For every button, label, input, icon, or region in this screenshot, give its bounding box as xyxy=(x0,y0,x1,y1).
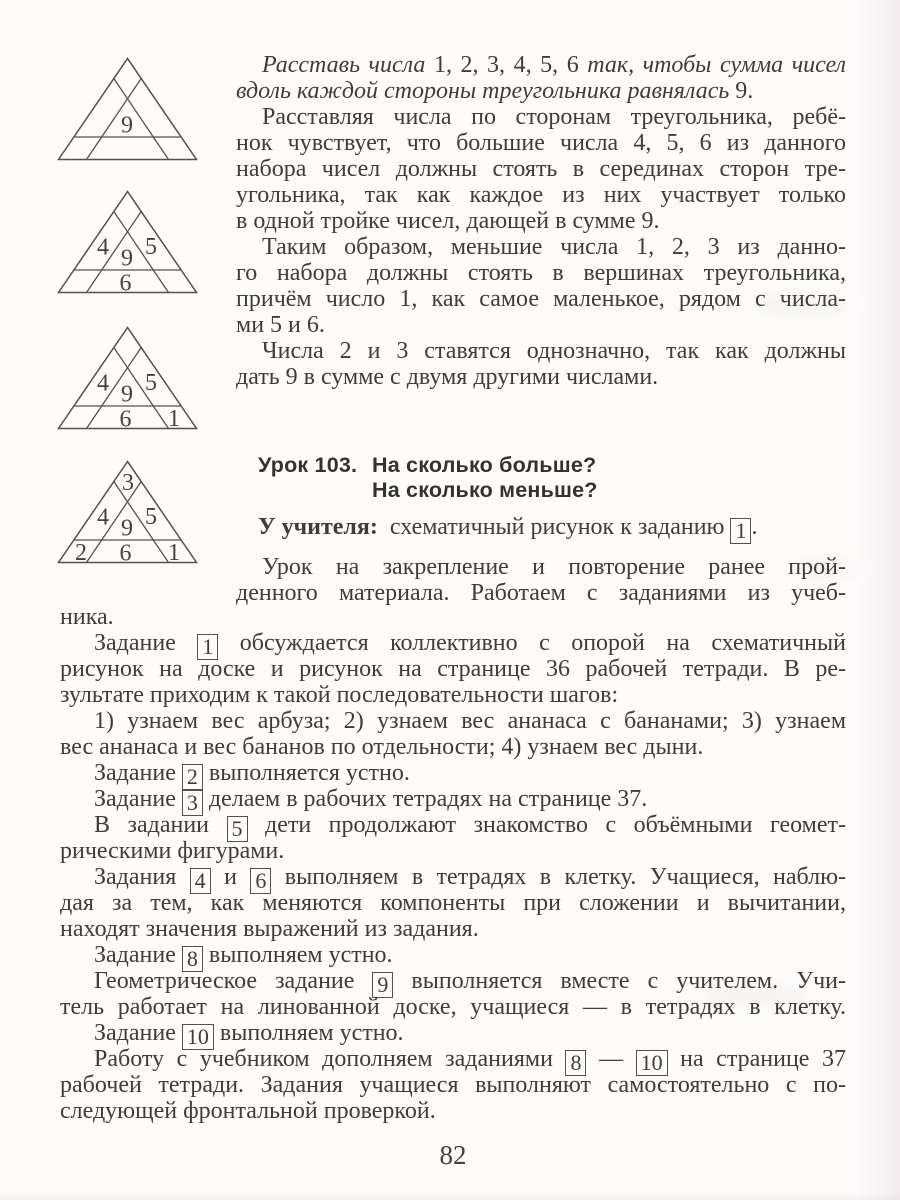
intro-paragraphs xyxy=(236,52,846,390)
text-segment: Задание xyxy=(94,760,182,786)
lesson-number: Урок 103. xyxy=(258,453,358,477)
text-line xyxy=(60,838,846,864)
text-segment: — xyxy=(586,1046,636,1072)
text-segment: выполняем в тетрадях в клетку. Учащиеся, наблю- xyxy=(271,864,847,890)
text-line xyxy=(236,260,846,286)
task-number-box: 1 xyxy=(197,634,218,660)
text-segment: набора чисел должны стоять в серединах сторон тре- xyxy=(236,156,846,182)
text-segment: на странице 37 xyxy=(667,1046,847,1072)
lesson-intro-paragraph xyxy=(236,554,846,606)
triangle-figure-2 xyxy=(57,190,198,297)
text-line xyxy=(236,234,846,260)
text-segment: го набора должны стоять в вершинах треугольника, xyxy=(236,260,846,286)
text-segment: схематичный рисунок к заданию xyxy=(377,514,731,540)
text-segment: дать 9 в сумме с двумя другими числами. xyxy=(236,364,659,390)
text-segment: 1) узнаем вес арбуза; 2) узнаем вес ананаса с бананами; 3) узнаем xyxy=(94,708,846,734)
scan-artifact xyxy=(755,295,850,315)
text-segment: Работу с учебником дополняем заданиями xyxy=(94,1046,566,1072)
triangle-number: 6 xyxy=(119,540,132,567)
text-line xyxy=(236,130,846,156)
text-line xyxy=(60,656,846,682)
task-number-box: 9 xyxy=(372,972,393,998)
text-segment: . xyxy=(751,514,758,540)
text-line xyxy=(60,942,846,971)
teacher-materials-line xyxy=(236,514,846,543)
text-line xyxy=(236,514,846,543)
triangle-figure-3 xyxy=(57,326,198,433)
text-line xyxy=(60,1020,846,1049)
text-segment: Задание xyxy=(94,1020,182,1046)
triangle-number: 4 xyxy=(97,370,109,397)
text-segment: вес ананаса и вес бананов по отдельности; 4) узнаем вес дыни. xyxy=(60,734,704,760)
text-line xyxy=(236,78,846,104)
text-line xyxy=(236,156,846,182)
text-segment: так, чтобы сумма чисел xyxy=(587,52,847,78)
text-line xyxy=(60,1072,846,1098)
text-segment: Числа 2 и 3 ставятся однозначно, так как должны xyxy=(262,338,846,364)
triangle-figure-1 xyxy=(57,57,198,161)
text-line xyxy=(236,286,846,312)
text-line xyxy=(60,734,846,760)
text-line xyxy=(60,1098,846,1124)
text-line xyxy=(236,338,846,364)
text-segment: Геометрическое задание xyxy=(94,968,373,994)
text-segment: Таким образом, меньшие числа 1, 2, 3 из данно- xyxy=(262,234,846,260)
text-segment: рисунок на доске и рисунок на странице 36 рабочей тетради. В ре- xyxy=(60,656,846,682)
text-line xyxy=(60,916,846,942)
scan-shadow-bottom-edge xyxy=(0,1192,900,1200)
text-segment: 9. xyxy=(735,78,754,104)
task-number-box: 3 xyxy=(182,790,203,816)
text-segment: находят значения выражений из задания. xyxy=(60,916,479,942)
triangle-number: 5 xyxy=(145,234,157,260)
scan-artifact xyxy=(790,560,860,578)
text-segment: Расставляя числа по сторонам треугольника, ребё- xyxy=(262,104,846,130)
text-segment: выполняем устно. xyxy=(213,1020,404,1046)
triangle-figure-4 xyxy=(57,460,198,567)
text-line xyxy=(60,1046,847,1075)
triangle-puzzle-figures xyxy=(57,0,198,580)
lesson-title-line2: На сколько меньше? xyxy=(372,478,598,502)
text-segment: и xyxy=(210,864,251,890)
task-number-box: 6 xyxy=(250,868,271,894)
triangle-number: 9 xyxy=(121,245,133,272)
text-segment: рабочей тетради. Задания учащиеся выполняют самостоятельно с по- xyxy=(60,1072,846,1098)
text-segment: Задания xyxy=(94,864,190,890)
triangle-number: 9 xyxy=(121,381,133,408)
text-segment: Задание xyxy=(94,786,182,812)
text-segment: выполняется вместе с учителем. Учи- xyxy=(393,968,846,994)
task-number-box: 10 xyxy=(636,1050,668,1076)
text-segment: Задание xyxy=(94,942,182,968)
text-segment: 1, 2, 3, 4, 5, 6 xyxy=(433,52,588,78)
triangle-number: 9 xyxy=(121,112,133,139)
text-segment: денного материала. Работаем с заданиями из учеб- xyxy=(236,580,846,606)
text-segment: в одной тройке чисел, дающей в сумме 9. xyxy=(236,208,660,234)
text-segment: дая за тем, как меняются компоненты при сложении и вычитании, xyxy=(60,890,846,916)
triangle-number: 3 xyxy=(122,470,134,496)
triangle-number: 4 xyxy=(97,504,109,531)
scan-artifact xyxy=(700,985,810,1005)
text-segment: вдоль каждой стороны треугольника равнялась xyxy=(236,78,736,104)
text-segment: рическими фигурами. xyxy=(60,838,285,864)
task-number-box: 2 xyxy=(182,764,203,790)
text-segment: следующей фронтальной проверкой. xyxy=(60,1098,436,1124)
text-segment: В задании xyxy=(94,812,227,838)
triangle-number: 5 xyxy=(145,504,157,530)
triangle-number: 6 xyxy=(119,406,132,433)
text-line xyxy=(60,760,846,789)
text-line xyxy=(236,312,846,338)
lesson-title-line1: На сколько больше? xyxy=(372,453,597,477)
triangle-number: 6 xyxy=(119,270,132,297)
text-line xyxy=(236,208,846,234)
task-number-box: 8 xyxy=(565,1050,586,1076)
text-segment: нок чувствует, что большие числа 4, 5, 6 из данного xyxy=(236,130,846,156)
text-segment: Задание xyxy=(94,630,198,656)
text-line xyxy=(60,812,846,841)
text-line xyxy=(60,786,846,815)
triangle-number: 5 xyxy=(145,370,157,396)
text-segment: Расставь числа xyxy=(262,52,434,78)
text-line xyxy=(60,864,847,893)
text-line xyxy=(236,580,846,606)
text-segment: выполняется устно. xyxy=(202,760,410,786)
text-line xyxy=(236,182,846,208)
text-line xyxy=(236,554,846,580)
text-segment: ника. xyxy=(60,604,114,630)
text-line xyxy=(60,682,846,708)
text-segment: У учителя: xyxy=(258,514,378,540)
lesson-heading xyxy=(258,453,598,503)
text-line xyxy=(236,104,846,130)
task-number-box: 5 xyxy=(227,816,248,842)
text-segment: Урок на закрепление и повторение ранее прой- xyxy=(262,554,846,580)
text-segment: выполняем устно. xyxy=(202,942,393,968)
triangle-number: 4 xyxy=(97,234,109,261)
lesson-heading-line1 xyxy=(258,453,598,478)
text-segment: дети продолжают знакомство с объёмными геомет- xyxy=(247,812,846,838)
task-number-box: 4 xyxy=(190,868,211,894)
triangle-number: 1 xyxy=(168,540,180,566)
text-segment: тель работает на линованной доске, учащиеся — в тетрадях в клетку. xyxy=(60,994,846,1020)
text-segment: причём число 1, как самое маленькое, рядом с числа- xyxy=(236,286,846,312)
text-segment: обсуждается коллективно с опорой на схематичный xyxy=(218,630,846,656)
lesson-body-paragraphs xyxy=(60,604,846,1124)
text-line xyxy=(236,364,846,390)
page-number: 82 xyxy=(439,1140,467,1170)
task-number-box: 10 xyxy=(182,1024,214,1050)
text-line xyxy=(60,630,846,659)
text-line xyxy=(60,708,846,734)
text-line xyxy=(60,604,846,630)
text-line xyxy=(236,52,846,78)
text-segment: зультате приходим к такой последовательности шагов: xyxy=(60,682,619,708)
triangle-number: 2 xyxy=(75,540,87,566)
text-segment: ми 5 и 6. xyxy=(236,312,325,338)
triangle-number: 9 xyxy=(121,515,133,542)
triangle-number: 1 xyxy=(168,406,180,432)
task-number-box: 1 xyxy=(730,518,751,544)
text-segment: угольника, так как каждое из них участвует только xyxy=(236,182,846,208)
text-line xyxy=(60,890,846,916)
task-number-box: 8 xyxy=(182,946,203,972)
text-segment: делаем в рабочих тетрадях на странице 37. xyxy=(202,786,648,812)
scan-shadow-right-edge xyxy=(856,0,900,1200)
